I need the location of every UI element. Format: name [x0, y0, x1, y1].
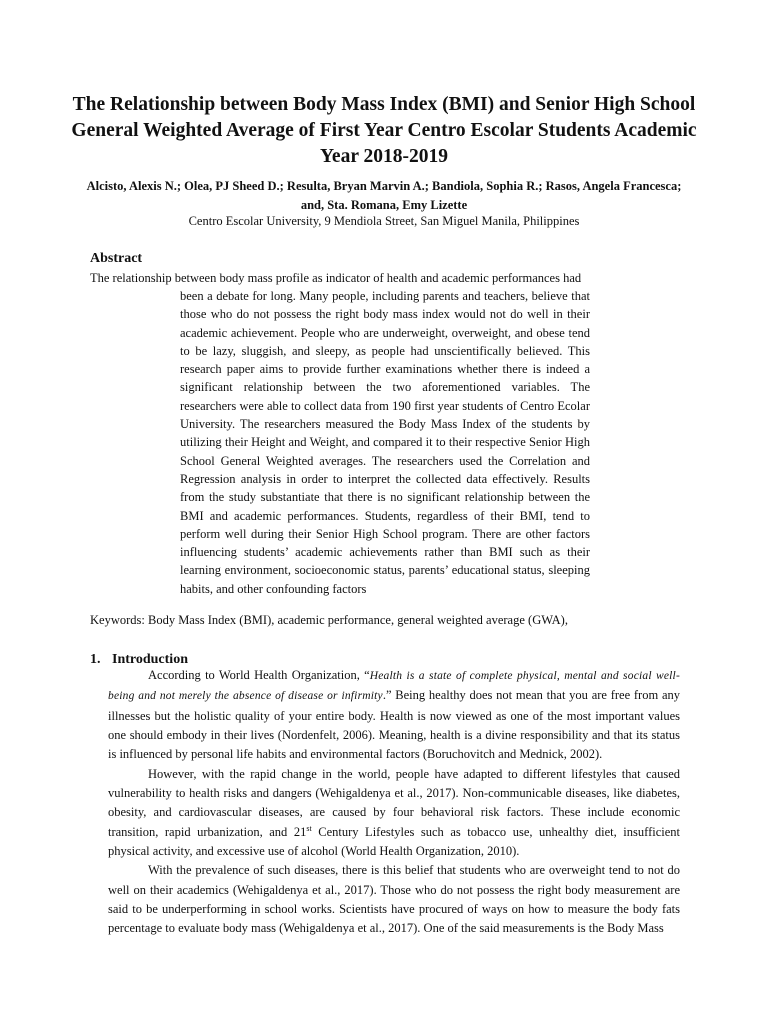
abstract-heading: Abstract [90, 251, 143, 266]
paragraph-text: According to World Health Organization, “ [148, 668, 370, 682]
abstract-body: been a debate for long. Many people, including parents and teachers, believe that those who do not possess the right body mass index would not do well in their academic achievement. People who are underweight, overweight, and obese tend to be lazy, sluggish, and sleepy, as people had unscientifically believed. This research paper aims to provide further examinations whether there is indeed a significant relationship between the two aforementioned variables. The researchers were able to collect data from 190 first year students of Centro Ecolar University. The researchers measured the Body Mass Index of the students by utilizing their Height and Weight, and compared it to their respective Senior High School General Weighted averages. The researchers used the Correlation and Regression analysis in order to interpret the collected data effectively. Results from the study substantiate that there is no significant relationship between the BMI and academic performances. Students, regardless of their BMI, tend to perform well during their Senior High School program. There are other factors influencing students’ academic achievements rather than BMI such as their learning environment, socioeconomic status, parents’ educational status, sleeping habits, and other confounding factors [180, 289, 590, 596]
introduction-body [108, 666, 680, 939]
paragraph [108, 765, 680, 862]
superscript: st [306, 823, 312, 833]
paragraph-text: .” Being healthy does not mean that you are free from any illnesses but the holistic quality of your entire body. Health is now viewed as one of the most important values one should embody in their lives (Nordenfelt, 2006). Meaning, health is a divine responsibility and that its status is influenced by personal life habits and environmental factors (Boruchovitch and Mednick, 2002). [108, 688, 680, 762]
section-number: 1. [90, 652, 101, 667]
abstract-first-line: The relationship between body mass profile as indicator of health and academic performances had [90, 271, 582, 285]
paper-title: The Relationship between Body Mass Index (BMI) and Senior High School General Weighted Average of First Year Centro Escolar Students Academic Year 2018-2019 [71, 94, 697, 167]
affiliation: Centro Escolar University, 9 Mendiola Street, San Miguel Manila, Philippines [188, 214, 580, 228]
who-quote: Health is a state of complete physical, mental and social well-being and not merely the absence of disease or infirmity [108, 670, 680, 703]
paragraph-text: However, with the rapid change in the world, people have adapted to different lifestyles that caused vulnerability to health risks and dangers (Wehigaldenya et al., 2017). Non-communicable diseases, like diabetes, obesity, and cardiovascular diseases, are caused by four behavioral risk factors. These include economic transition, rapid urbanization, and 21 [108, 766, 680, 839]
paragraph-text: Century Lifestyles such as tobacco use, unhealthy diet, insufficient physical activity, and excessive use of alcohol (World Health Organization, 2010). [108, 824, 680, 859]
paragraph-text: With the prevalence of such diseases, there is this belief that students who are overweight tend to not do well on their academics (Wehigaldenya et al., 2017). Those who do not possess the right body measurement are said to be underperforming in school works. Scientists have procured of ways on how to measure the body fats percentage to evaluate body mass (Wehigaldenya et al., 2017). One of the said measurements is the Body Mass [108, 863, 680, 936]
author-list: Alcisto, Alexis N.; Olea, PJ Sheed D.; Resulta, Bryan Marvin A.; Bandiola, Sophia R.; Rasos, Angela Francesca; and, Sta. Romana, Emy Lizette [86, 179, 682, 212]
keywords: Keywords: Body Mass Index (BMI), academic performance, general weighted average (GWA), [90, 613, 568, 627]
paragraph [108, 861, 680, 938]
paragraph [108, 666, 680, 765]
section-title: Introduction [112, 652, 188, 667]
